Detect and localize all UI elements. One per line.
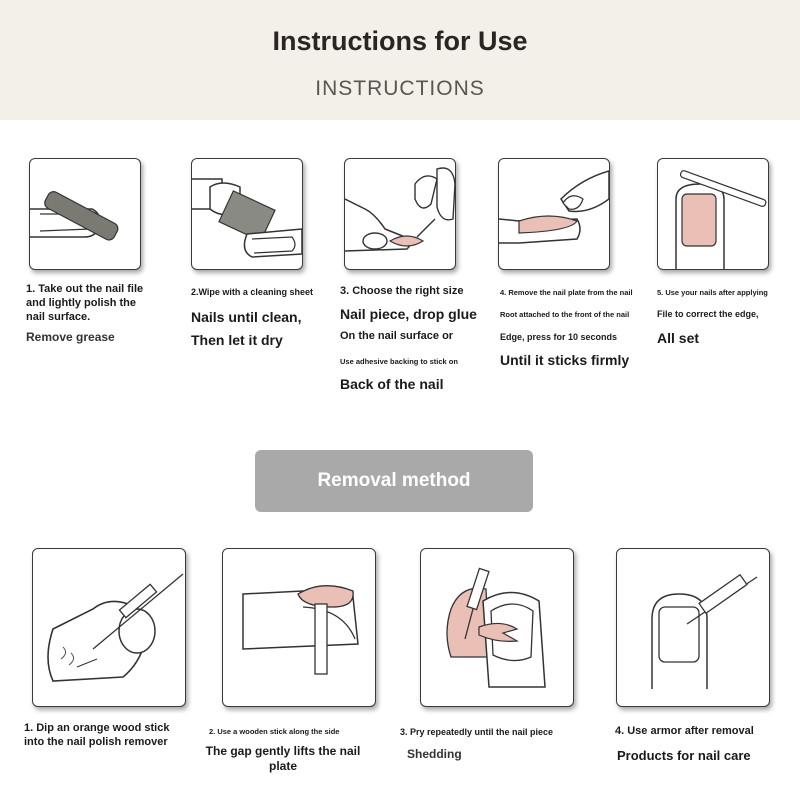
step-4-line: 4. Remove the nail plate from the nail bbox=[500, 288, 633, 297]
finished-nail-icon bbox=[658, 159, 768, 269]
step-3-illustration bbox=[344, 158, 456, 270]
step-5-line: 5. Use your nails after applying bbox=[657, 288, 768, 297]
removal-2-big: plate bbox=[268, 759, 297, 773]
step-2-big: Then let it dry bbox=[191, 332, 283, 348]
header-banner bbox=[0, 0, 800, 120]
nail-file-icon bbox=[30, 159, 140, 269]
step-4-line: Edge, press for 10 seconds bbox=[500, 332, 618, 342]
removal-4-big: Products for nail care bbox=[617, 748, 751, 763]
removal-2-line: 2. Use a wooden stick along the side bbox=[209, 727, 340, 736]
step-4-illustration bbox=[498, 158, 610, 270]
page-subtitle: INSTRUCTIONS bbox=[315, 77, 485, 100]
removal-1-illustration bbox=[32, 548, 186, 707]
step-2-main bbox=[191, 306, 301, 352]
cleaning-sheet-icon bbox=[192, 159, 302, 269]
step-3-line: 3. Choose the right size bbox=[340, 285, 464, 297]
removal-2-big: The gap gently lifts the nail bbox=[205, 744, 361, 758]
removal-1-line: into the nail polish remover bbox=[24, 736, 168, 748]
step-1-illustration bbox=[29, 158, 141, 270]
removal-2-main bbox=[188, 744, 378, 774]
press-nail-icon bbox=[499, 159, 609, 269]
removal-3-line: 3. Pry repeatedly until the nail piece bbox=[400, 727, 554, 737]
lift-nail-icon bbox=[223, 549, 375, 706]
orange-stick-icon bbox=[33, 549, 185, 706]
step-4-big: Until it sticks firmly bbox=[500, 352, 630, 368]
step-1-line: and lightly polish the bbox=[26, 297, 136, 309]
removal-1-line: 1. Dip an orange wood stick bbox=[24, 722, 170, 734]
nail-care-icon bbox=[617, 549, 769, 706]
removal-4-line: 4. Use armor after removal bbox=[615, 725, 754, 737]
step-3-big: Back of the nail bbox=[340, 376, 444, 392]
step-2-illustration bbox=[191, 158, 303, 270]
step-1-line: nail surface. bbox=[26, 311, 91, 323]
pry-nail-icon bbox=[421, 549, 573, 706]
step-2-big: Nails until clean, bbox=[191, 309, 302, 325]
step-1-text bbox=[26, 282, 143, 324]
removal-1-text bbox=[24, 721, 169, 749]
removal-3-illustration bbox=[420, 548, 574, 707]
removal-2-illustration bbox=[222, 548, 376, 707]
step-5-big: All set bbox=[657, 330, 700, 346]
step-1-extra: Remove grease bbox=[26, 330, 115, 344]
removal-method-label: Removal method bbox=[255, 450, 533, 512]
step-4-line: Root attached to the front of the nail bbox=[500, 310, 630, 319]
step-3-line: On the nail surface or bbox=[340, 330, 454, 342]
glue-drop-icon bbox=[345, 159, 455, 269]
removal-3-big: Shedding bbox=[407, 747, 462, 761]
step-3-big: Nail piece, drop glue bbox=[340, 306, 477, 322]
step-5-illustration bbox=[657, 158, 769, 270]
step-1-line: 1. Take out the nail file bbox=[26, 283, 144, 295]
step-5-line: File to correct the edge, bbox=[657, 309, 759, 319]
removal-4-illustration bbox=[616, 548, 770, 707]
step-3-line: Use adhesive backing to stick on bbox=[340, 357, 458, 366]
page-title: Instructions for Use bbox=[272, 26, 528, 56]
step-2-line: 2.Wipe with a cleaning sheet bbox=[191, 287, 313, 297]
